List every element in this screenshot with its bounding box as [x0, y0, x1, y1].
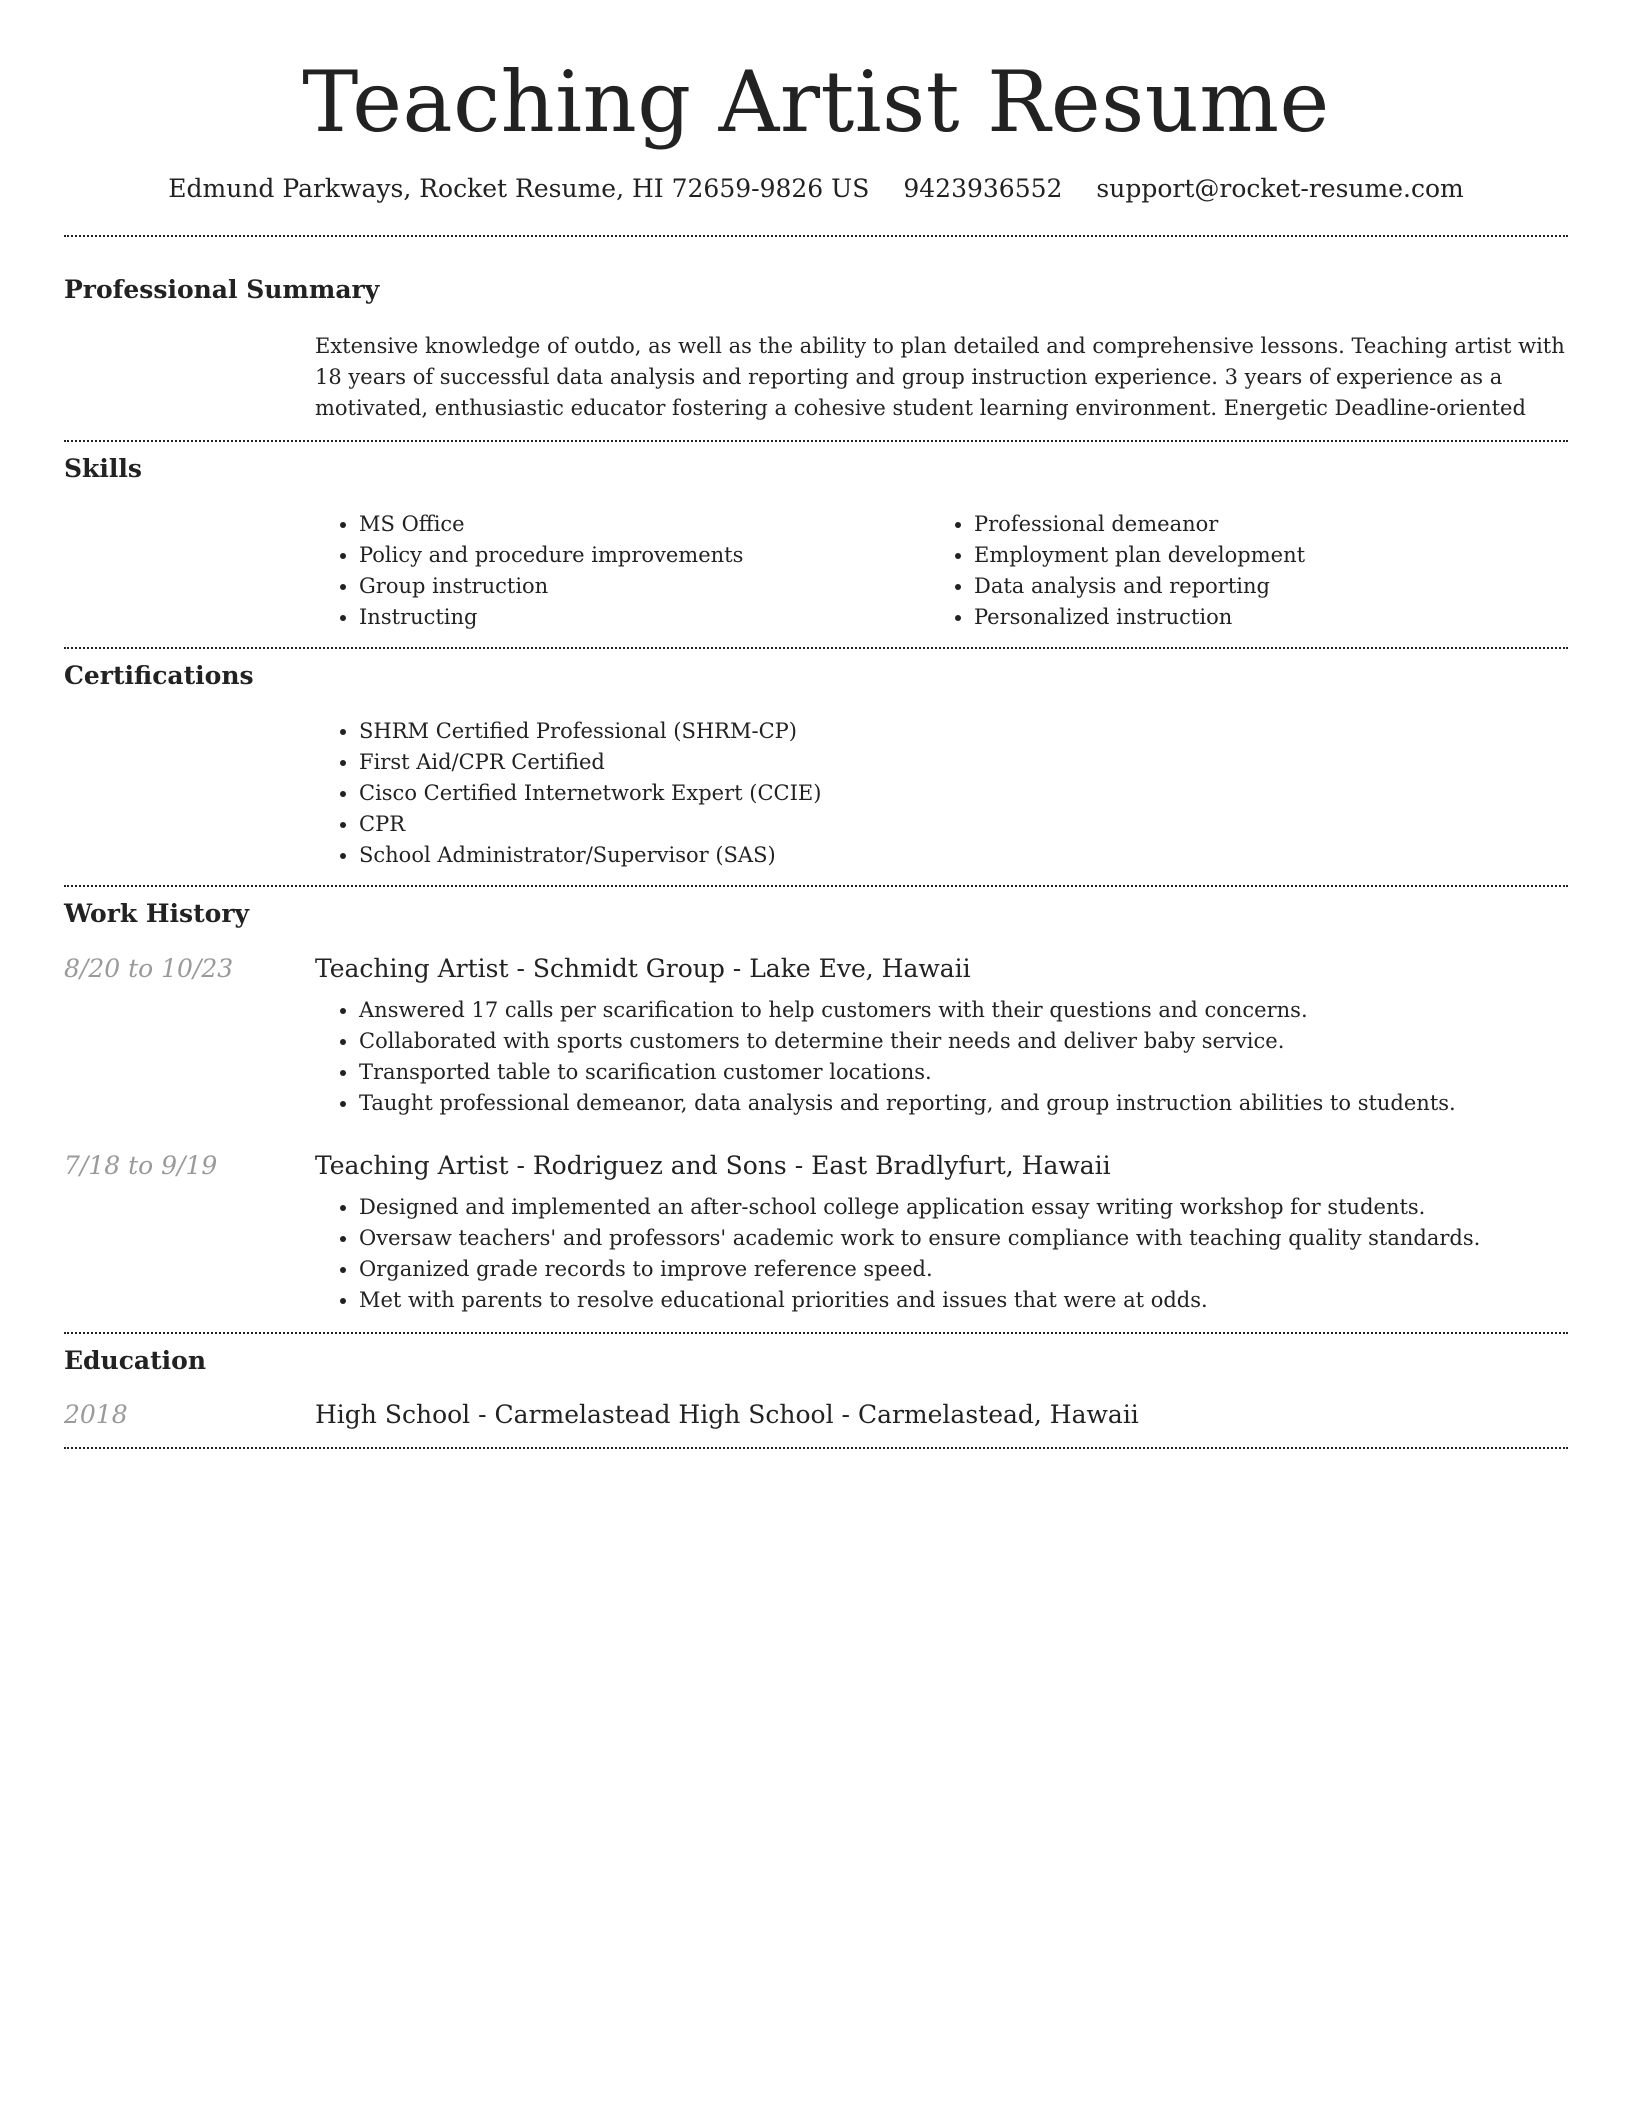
- job-bullets: [315, 1192, 1568, 1316]
- list-item: • Answered 17 calls per scarification to help customers with their questions and concerns.: [359, 995, 1568, 1026]
- list-item: • Group instruction: [359, 571, 930, 602]
- list-item: • Data analysis and reporting: [974, 571, 1545, 602]
- list-item: • Professional demeanor: [974, 509, 1545, 540]
- skills-list-right: [930, 509, 1545, 633]
- contact-line: [64, 174, 1568, 203]
- job-header: [64, 1151, 1568, 1180]
- list-item: • Transported table to scarification customer locations.: [359, 1057, 1568, 1088]
- section-heading-work-history: Work History: [64, 899, 250, 929]
- section-heading-summary: Professional Summary: [64, 275, 380, 305]
- list-item: • MS Office: [359, 509, 930, 540]
- section-heading-certifications: Certifications: [64, 661, 254, 691]
- list-item: • Collaborated with sports customers to determine their needs and deliver baby service.: [359, 1026, 1568, 1057]
- certifications-body: [315, 716, 1568, 871]
- job-entry: [64, 954, 1568, 1119]
- list-item: • Oversaw teachers' and professors' academic work to ensure compliance with teaching quality standards.: [359, 1223, 1568, 1254]
- job-title: Teaching Artist - Rodriguez and Sons - East Bradlyfurt, Hawaii: [315, 1151, 1111, 1181]
- job-title: Teaching Artist - Schmidt Group - Lake Eve, Hawaii: [315, 954, 971, 984]
- list-item: • Designed and implemented an after-school college application essay writing workshop for students.: [359, 1192, 1568, 1223]
- divider: [64, 1447, 1568, 1449]
- job-body: [315, 995, 1568, 1119]
- contact-phone: 9423936552: [903, 174, 1063, 204]
- professional-summary-section: [64, 237, 1568, 440]
- certifications-list: [315, 716, 1568, 871]
- job-dates: 8/20 to 10/23: [64, 954, 234, 984]
- contact-email: support@rocket-resume.com: [1096, 174, 1464, 204]
- list-item: • First Aid/CPR Certified: [359, 747, 1568, 778]
- skills-list-left: [315, 509, 930, 633]
- list-item: • Policy and procedure improvements: [359, 540, 930, 571]
- job-entry: [64, 1151, 1568, 1316]
- skills-section: [64, 442, 1568, 647]
- list-item: • Met with parents to resolve educational priorities and issues that were at odds.: [359, 1285, 1568, 1316]
- summary-body: [315, 331, 1568, 424]
- education-section: [64, 1334, 1568, 1447]
- certifications-section: [64, 649, 1568, 885]
- list-item: • Instructing: [359, 602, 930, 633]
- job-dates: 7/18 to 9/19: [64, 1151, 218, 1181]
- section-heading-education: Education: [64, 1346, 207, 1376]
- resume-title: Teaching Artist Resume: [302, 53, 1330, 151]
- job-header: [64, 954, 1568, 983]
- work-history-section: [64, 887, 1568, 1332]
- job-body: [315, 1192, 1568, 1316]
- list-item: • School Administrator/Supervisor (SAS): [359, 840, 1568, 871]
- skills-grid: [315, 509, 1568, 633]
- list-item: • Personalized instruction: [974, 602, 1545, 633]
- list-item: • SHRM Certified Professional (SHRM-CP): [359, 716, 1568, 747]
- section-heading-skills: Skills: [64, 454, 142, 484]
- education-year: 2018: [64, 1400, 128, 1430]
- list-item: • Cisco Certified Internetwork Expert (CCIE): [359, 778, 1568, 809]
- list-item: • CPR: [359, 809, 1568, 840]
- contact-address: Edmund Parkways, Rocket Resume, HI 72659-9826 US: [168, 174, 870, 204]
- list-item: • Organized grade records to improve reference speed.: [359, 1254, 1568, 1285]
- list-item: • Employment plan development: [974, 540, 1545, 571]
- education-title: High School - Carmelastead High School - Carmelastead, Hawaii: [315, 1400, 1139, 1430]
- summary-text: Extensive knowledge of outdo, as well as the ability to plan detailed and comprehensive lessons. Teaching artist with 18 years of successful data analysis and reporting and group instruction experience. 3 years of experience as a motivated, enthusiastic educator fostering a cohesive student learning environment. Energetic Deadline-oriented: [315, 334, 1565, 421]
- job-bullets: [315, 995, 1568, 1119]
- list-item: • Taught professional demeanor, data analysis and reporting, and group instruction abilities to students.: [359, 1088, 1568, 1119]
- education-entry: [64, 1400, 1568, 1429]
- resume-page: [64, 0, 1568, 1449]
